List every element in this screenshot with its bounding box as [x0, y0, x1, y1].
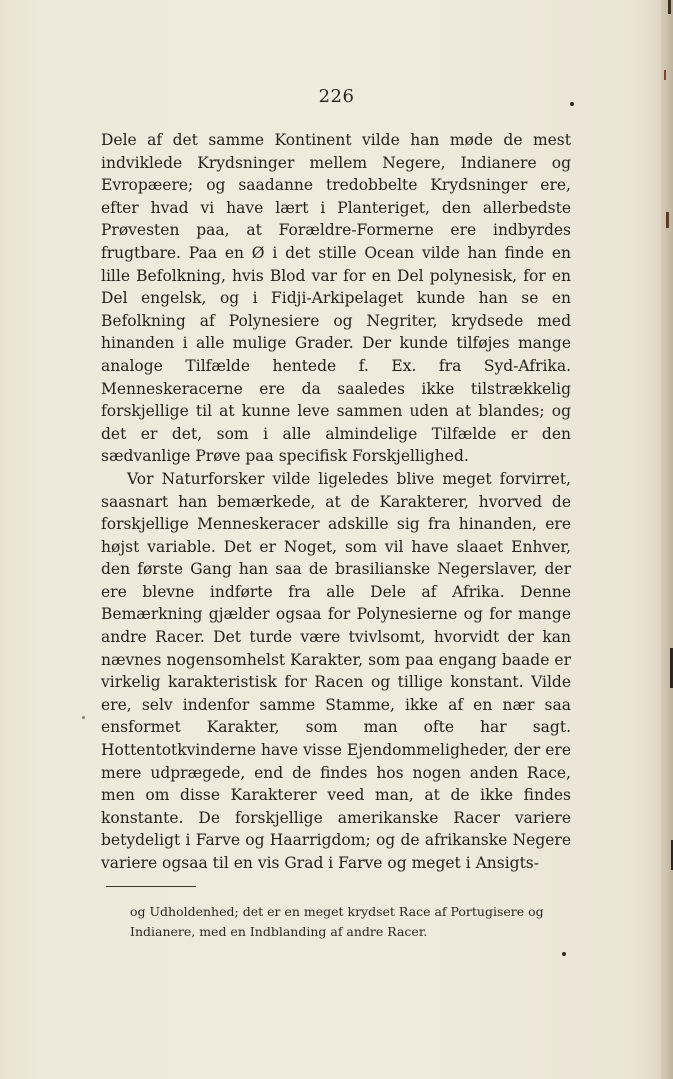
ink-speck [562, 952, 566, 956]
footnote-rule [106, 886, 196, 887]
ink-speck [570, 102, 574, 106]
paragraph: Vor Naturforsker vilde ligeledes blive meget forvirret, saasnart han bemærkede, at de Karakterer, hvorved de forskjellige Menneskeracer adskille sig fra hinanden, ere højst variable. Det er Noget, som vil have slaaet Enhver, den første Gang han saa de brasilianske Negerslaver, der ere blevne indførte fra alle Dele af Afrika. Denne Bemærkning gjælder ogsaa for Polynesierne og for mange andre Racer. Det turde være tvivlsomt, hvorvidt der kan nævnes nogensomhelst Karakter, som paa engang baade er virkelig karakteristisk for Racen og tillige konstant. Vilde ere, selv indenfor samme Stamme, ikke af en nær saa ensformet Karakter, som man ofte har sagt. Hottentotkvinderne have visse Ejendommeligheder, der ere mere udprægede, end de findes hos nogen anden Race, men om disse Karakterer veed man, at de ikke findes konstante. De forskjellige amerikanske Racer variere betydeligt i Farve og Haarrigdom; og de afrikanske Negere variere ogsaa til en vis Grad i Farve og meget i Ansigts- [101, 469, 571, 872]
edge-mark [668, 0, 671, 14]
body-text [101, 129, 571, 875]
footnote: og Udholdenhed; det er en meget krydset Race af Portugisere og Indianere, med en Indblanding af andre Racer. [130, 904, 544, 939]
ink-speck [82, 716, 85, 719]
edge-mark [664, 70, 666, 80]
paragraph: Dele af det samme Kontinent vilde han møde de mest indviklede Krydsninger mellem Negere, Indianere og Evropæere; og saadanne tredobbelte Krydsninger ere, efter hvad vi have lært i Planteriget, den allerbedste Prøvesten paa, at Forældre-Formerne ere indbyrdes frugtbare. Paa en Ø i det stille Ocean vilde han finde en lille Befolkning, hvis Blod var for en Del polynesisk, for en Del engelsk, og i Fidji-Arkipelaget kunde han se en Befolkning af Polynesiere og Negriter, krydsede med hinanden i alle mulige Grader. Der kunde tilføjes mange analoge Tilfælde hentede f. Ex. fra Syd-Afrika. Menneskeracerne ere da saaledes ikke tilstrækkelig forskjellige til at kunne leve sammen uden at blandes; og det er det, som i alle almindelige Tilfælde er den sædvanlige Prøve paa specifisk Forskjellighed. [101, 131, 571, 466]
page-edge [661, 0, 673, 1079]
page-number: 226 [318, 86, 355, 107]
edge-mark [666, 212, 669, 228]
